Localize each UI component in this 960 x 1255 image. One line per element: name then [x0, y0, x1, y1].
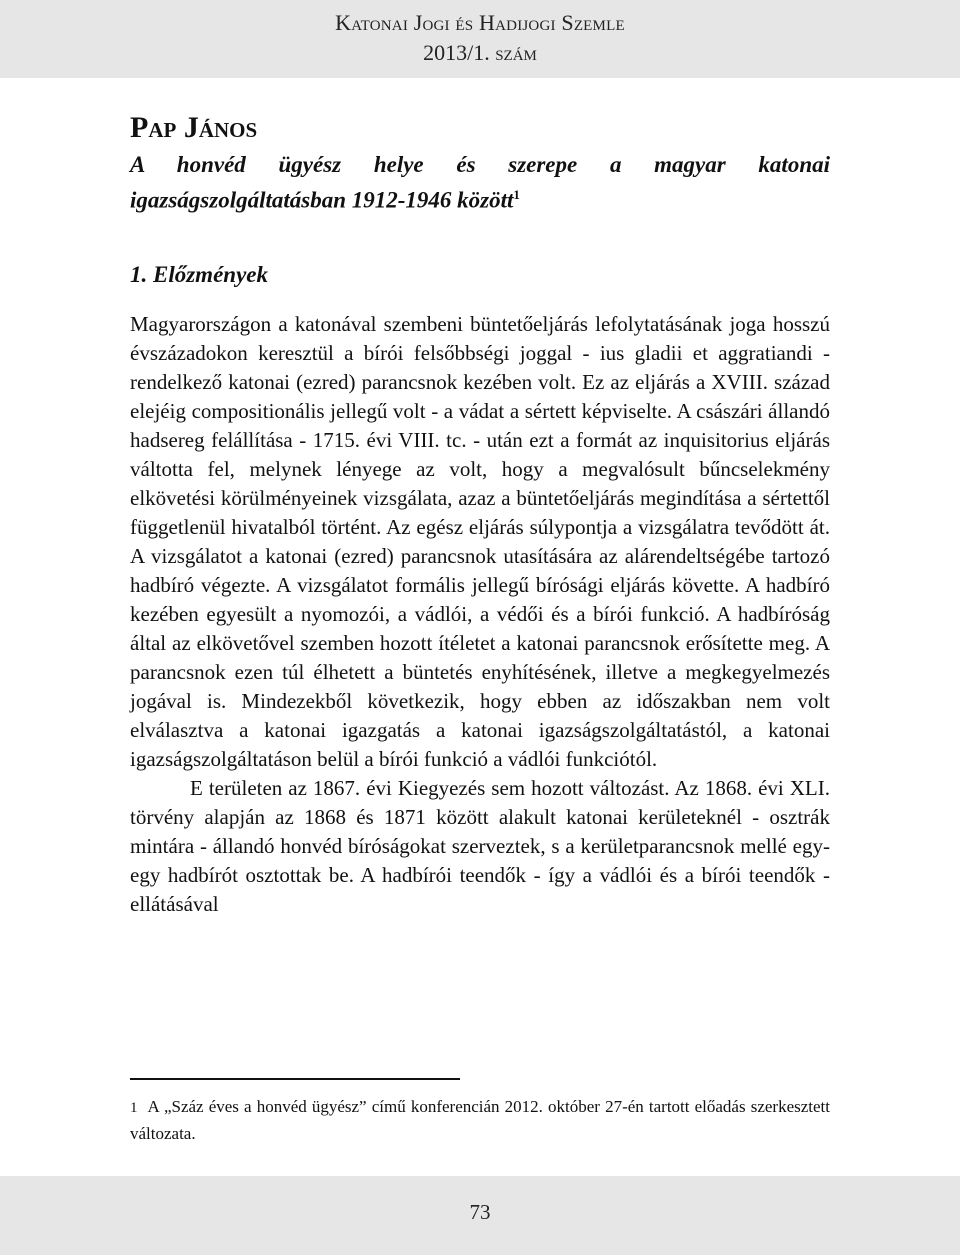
- paragraph: Magyarországon a katonával szembeni büntetőeljárás lefolytatásának joga hosszú évszázadokon keresztül a bírói felsőbbségi joggal - ius gladii et aggratiandi - rendelkező katonai (ezred) parancsnok kezében volt. Ez az eljárás a XVIII. század elejéig compositionális jellegű volt - a vádat a sértett képviselte. A császári állandó hadsereg felállítása - 1715. évi VIII. tc. - után ezt a formát az inquisitorius eljárás váltotta fel, melynek lényege az volt, hogy a megvalósult bűncselekmény elkövetési körülményeinek vizsgálata, azaz a büntetőeljárás megindítása a sértettől függetlenül hivatalból történt. Az egész eljárás súlypontja a vizsgálatra tevődött át. A vizsgálatot a katonai (ezred) parancsnok utasítására az alárendeltségébe tartozó hadbíró végezte. A vizsgálatot formális jellegű bírósági eljárás követte. A hadbíró kezében egyesült a nyomozói, a vádlói, a védői és a bírói funkció. A hadbíróság által az elkövetővel szemben hozott ítéletet a katonai parancsnok erősítette meg. A parancsnok ezen túl élhetett a büntetés enyhítésének, illetve a megkegyelmezés jogával is. Mindezekből következik, hogy ebben az időszakban nem volt elválasztva a katonai igazgatás a katonai igazságszolgáltatástól, a katonai igazságszolgáltatáson belül a bírói funkció a vádlói funkciótól.: [130, 311, 830, 771]
- page-footer: [0, 1176, 960, 1255]
- title-footnote-ref[interactable]: 1: [513, 187, 520, 202]
- section-heading: 1. Előzmények: [130, 261, 268, 287]
- article-body: [130, 106, 830, 919]
- article-title: [130, 150, 830, 216]
- running-header: [0, 0, 960, 78]
- page-number: 73: [469, 1200, 491, 1224]
- footnote-number: 1: [130, 1100, 138, 1116]
- footnote-text: A „Száz éves a honvéd ügyész” című konferencián 2012. október 27-én tartott előadás szerkesztett változata.: [130, 1097, 830, 1143]
- journal-title: Katonai Jogi és Hadijogi Szemle: [335, 10, 625, 35]
- footnote: [130, 1094, 830, 1147]
- paragraph: E területen az 1867. évi Kiegyezés sem hozott változást. Az 1868. évi XLI. törvény alapján az 1868 és 1871 között alakult katonai kerületeknél - osztrák mintára - állandó honvéd bíróságokat szerveztek, s a kerületparancsnok mellé egy-egy hadbírót osztottak be. A hadbírói teendők - így a vádlói és a bírói teendők - ellátásával: [130, 775, 830, 916]
- issue-number: 2013/1. szám: [423, 40, 537, 65]
- footnote-divider: [130, 1078, 460, 1080]
- article-author: Pap János: [130, 111, 258, 144]
- article-title-text: A honvéd ügyész helye és szerepe a magyar katonai igazságszolgáltatásban 1912-1946 között: [130, 152, 830, 213]
